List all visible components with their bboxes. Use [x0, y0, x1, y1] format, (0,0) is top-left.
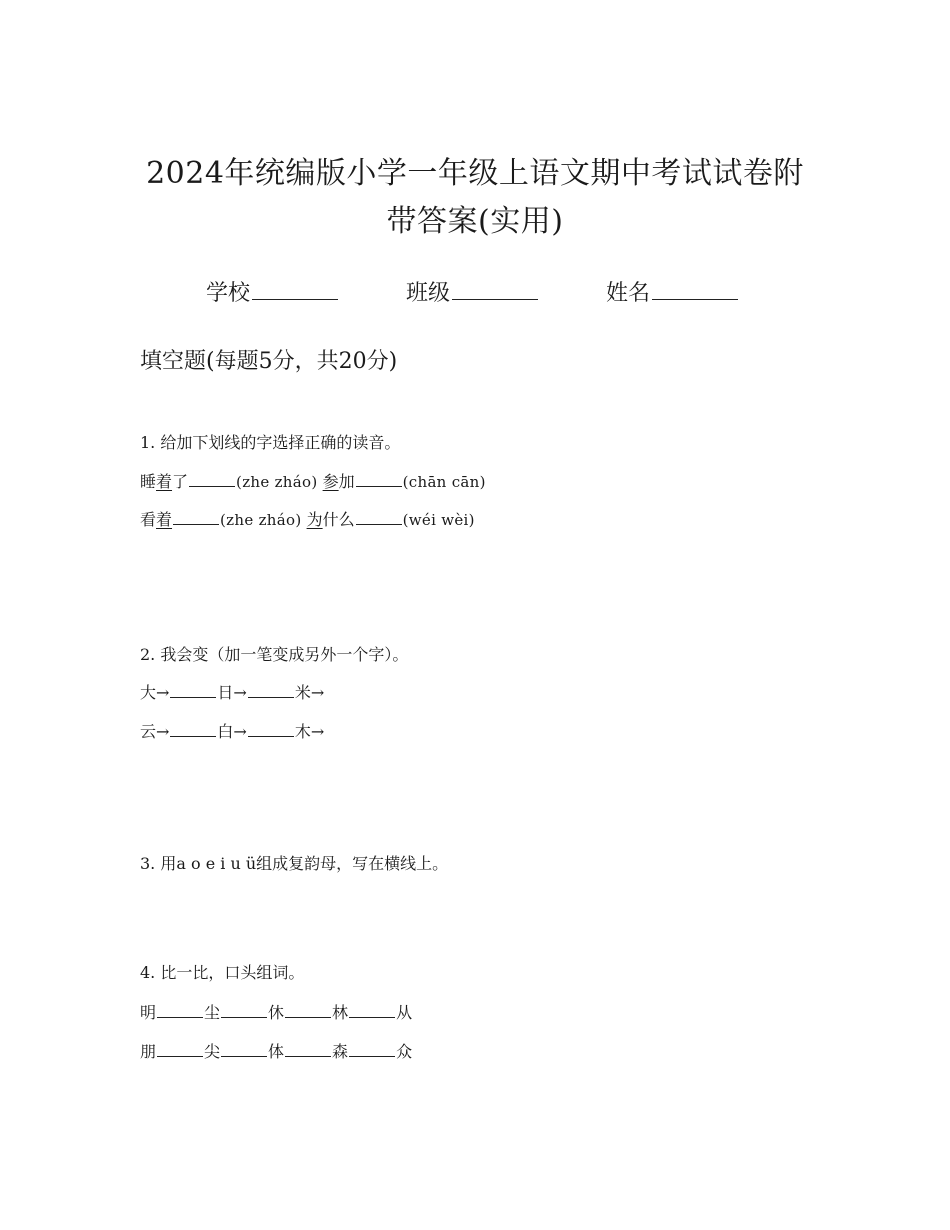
answer-blank[interactable]: [173, 508, 219, 525]
q1-r1-b-pinyin: (chān cān): [402, 473, 486, 491]
answer-blank[interactable]: [189, 470, 235, 487]
q1-r1-a-post: 了: [172, 472, 189, 491]
q1-row-1: [140, 470, 486, 493]
name-label: 姓名: [606, 281, 651, 306]
title-line-1: 2024年统编版小学一年级上语文期中考试试卷附: [146, 156, 804, 191]
answer-blank[interactable]: [356, 470, 402, 487]
name-field: [606, 276, 739, 307]
answer-blank[interactable]: [248, 720, 294, 737]
answer-blank[interactable]: [221, 1001, 267, 1018]
q4-char: 尘: [204, 1003, 221, 1022]
q4-char: 森: [332, 1042, 349, 1061]
q1-row-2: [140, 508, 475, 531]
q4-char: 体: [268, 1042, 285, 1061]
q2-prompt: 2. 我会变（加一笔变成另外一个字）。: [140, 645, 409, 664]
q1-r2-b-pinyin: (wéi wèi): [402, 511, 475, 529]
q1-r1-a-pre: 睡: [140, 472, 157, 491]
q4-row-1: [140, 1001, 412, 1024]
answer-blank[interactable]: [285, 1040, 331, 1057]
answer-blank[interactable]: [356, 508, 402, 525]
q4-prompt: 4. 比一比，口头组词。: [140, 963, 305, 982]
q4-char: 众: [396, 1042, 413, 1061]
answer-blank[interactable]: [157, 1001, 203, 1018]
title-line-2: 带答案(实用): [386, 204, 564, 239]
q4-row-2: [140, 1040, 412, 1063]
q1-prompt: 1. 给加下划线的字选择正确的读音。: [140, 433, 401, 452]
q1-r1-b-underlined: 参: [322, 472, 339, 491]
q2-char: 大→: [140, 683, 170, 702]
q4-char: 明: [140, 1003, 157, 1022]
q2-char: 木→: [294, 722, 325, 741]
q1-r2-b-underlined: 为: [306, 510, 323, 529]
answer-blank[interactable]: [170, 720, 216, 737]
q2-char: 日→: [217, 683, 247, 702]
q1-r1-a-underlined: 着: [156, 472, 173, 491]
q4-char: 从: [396, 1003, 413, 1022]
class-blank[interactable]: [452, 277, 538, 300]
school-label: 学校: [206, 281, 251, 306]
answer-blank[interactable]: [248, 681, 294, 698]
q2-char: 米→: [294, 683, 325, 702]
q2-row-2: [140, 720, 324, 743]
q4-char: 朋: [140, 1042, 157, 1061]
q1-r2-a-pre: 看: [140, 510, 157, 529]
class-label: 班级: [406, 281, 451, 306]
section-heading: 填空题(每题5分，共20分): [140, 349, 398, 374]
q4-char: 休: [268, 1003, 285, 1022]
name-blank[interactable]: [652, 277, 738, 300]
q2-char: 云→: [140, 722, 170, 741]
school-blank[interactable]: [252, 277, 338, 300]
answer-blank[interactable]: [285, 1001, 331, 1018]
q1-r2-b-post: 什么: [322, 510, 355, 529]
q1-r2-a-pinyin: (zhe zháo): [220, 511, 302, 529]
q2-row-1: [140, 681, 324, 704]
answer-blank[interactable]: [170, 681, 216, 698]
class-field: [406, 276, 539, 307]
q4-char: 尖: [204, 1042, 221, 1061]
student-info-row: [0, 276, 950, 312]
answer-blank[interactable]: [221, 1040, 267, 1057]
q1-r2-a-underlined: 着: [156, 510, 173, 529]
q1-r1-b-post: 加: [338, 472, 355, 491]
q3-prompt: 3. 用a o e i u ü组成复韵母，写在横线上。: [140, 854, 449, 873]
q4-char: 林: [332, 1003, 349, 1022]
document-title: [0, 150, 950, 246]
answer-blank[interactable]: [349, 1040, 395, 1057]
q2-char: 白→: [217, 722, 247, 741]
answer-blank[interactable]: [157, 1040, 203, 1057]
school-field: [206, 276, 339, 307]
answer-blank[interactable]: [349, 1001, 395, 1018]
q1-r1-a-pinyin: (zhe zháo): [236, 473, 318, 491]
